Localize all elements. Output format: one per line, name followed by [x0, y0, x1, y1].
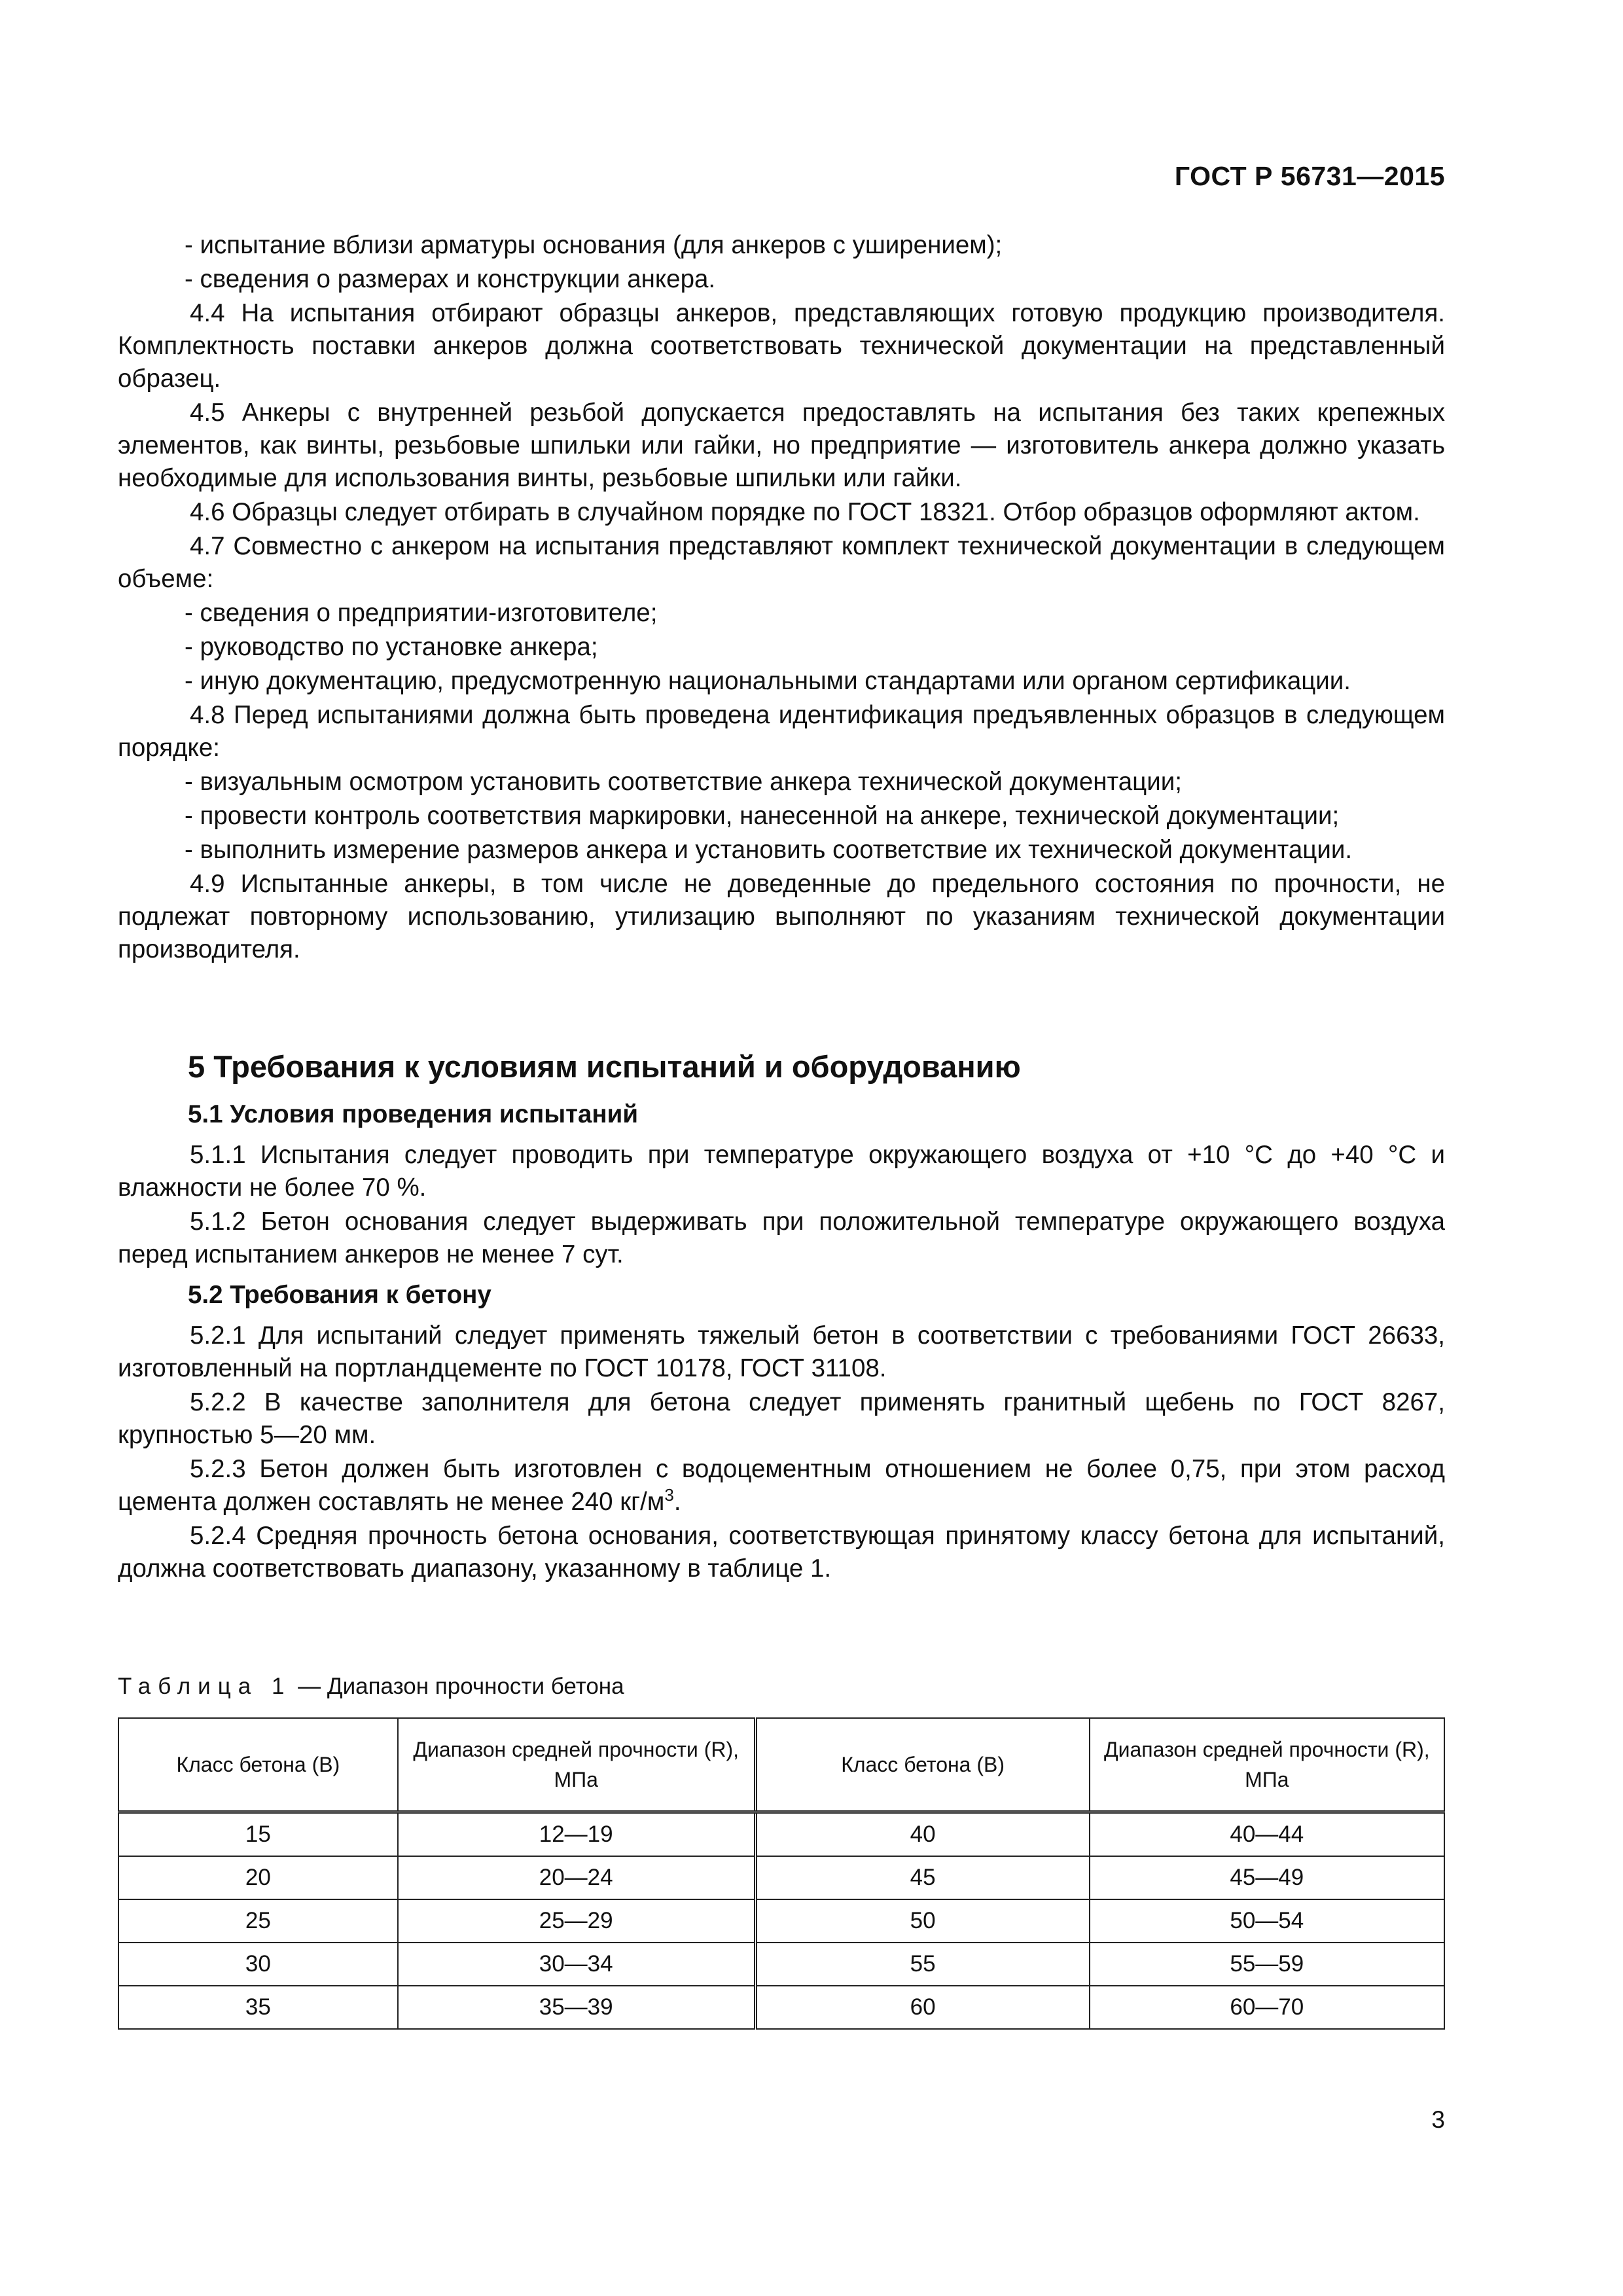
subsection-5-1-heading: 5.1 Условия проведения испытаний — [188, 1100, 638, 1128]
table-row — [118, 1986, 1444, 2029]
table-cell: 55—59 — [1090, 1943, 1444, 1986]
table-cell: 20 — [118, 1856, 398, 1899]
paragraph-5-1-1: 5.1.1 Испытания следует проводить при температуре окружающего воздуха от +10 °С до +40 °С и влажности не более 70 %. — [118, 1141, 1445, 1202]
table-cell: 50—54 — [1090, 1899, 1444, 1943]
table-cell: 60 — [755, 1986, 1089, 2029]
paragraph: 4.4 На испытания отбирают образцы анкеров, представляющих готовую продукцию производителя. Комплектность поставки анкеров должна соответствовать технической документации на представленный образец. — [118, 299, 1445, 393]
table-cell: 30—34 — [398, 1943, 755, 1986]
table-header-cell: Диапазон средней прочности (R), МПа — [1090, 1718, 1444, 1812]
list-item: - руководство по установке анкера; — [185, 633, 598, 661]
paragraph: 4.7 Совместно с анкером на испытания представляют комплект технической документации в следующем объеме: — [118, 532, 1445, 593]
list-item: - сведения о предприятии-изготовителе; — [185, 599, 658, 627]
list-item: - иную документацию, предусмотренную национальными стандартами или органом сертификации. — [185, 667, 1351, 695]
table-cell: 15 — [118, 1812, 398, 1857]
table-cell: 60—70 — [1090, 1986, 1444, 2029]
table-cell: 20—24 — [398, 1856, 755, 1899]
table-header-cell: Класс бетона (В) — [118, 1718, 398, 1812]
list-item: - визуальным осмотром установить соответствие анкера технической документации; — [185, 768, 1182, 796]
table-row — [118, 1856, 1444, 1899]
list-item: - провести контроль соответствия маркировки, нанесенной на анкере, технической документации; — [185, 802, 1340, 830]
paragraph-5-2-3-text: 5.2.3 Бетон должен быть изготовлен с водоцементным отношением не более 0,75, при этом расход цемента должен составлять не менее 240 кг/м — [118, 1455, 1445, 1516]
table-header-cell: Класс бетона (В) — [755, 1718, 1089, 1812]
table-header-row — [118, 1718, 1444, 1812]
list-item: - выполнить измерение размеров анкера и установить соответствие их технической документации. — [185, 836, 1353, 864]
paragraph-5-1-2: 5.1.2 Бетон основания следует выдерживать при положительной температуре окружающего воздуха перед испытанием анкеров не менее 7 сут. — [118, 1208, 1445, 1268]
table-caption-text: — Диапазон прочности бетона — [291, 1674, 624, 1699]
paragraph: 4.5 Анкеры с внутренней резьбой допускается предоставлять на испытания без таких крепежных элементов, как винты, резьбовые шпильки или гайки, но предприятие — изготовитель анкера должно указать необходимые для использования винты, резьбовые шпильки или гайки. — [118, 399, 1445, 492]
section-4-paragraphs — [118, 229, 1445, 966]
table-cell: 40 — [755, 1812, 1089, 1857]
table-cell: 45 — [755, 1856, 1089, 1899]
table-cell: 35—39 — [398, 1986, 755, 2029]
list-item: - сведения о размерах и конструкции анкера. — [185, 265, 716, 293]
table-cell: 12—19 — [398, 1812, 755, 1857]
table-cell: 50 — [755, 1899, 1089, 1943]
table-body — [118, 1812, 1444, 2030]
table-caption — [118, 1672, 624, 1701]
subsection-5-2-heading: 5.2 Требования к бетону — [188, 1281, 491, 1309]
paragraph: 4.9 Испытанные анкеры, в том числе не доведенные до предельного состояния по прочности, не подлежат повторному использованию, утилизацию выполняют по указаниям технической документации производителя. — [118, 870, 1445, 963]
superscript-3: 3 — [664, 1485, 674, 1505]
document-code: ГОСТ Р 56731—2015 — [1174, 161, 1445, 191]
table-cell: 30 — [118, 1943, 398, 1986]
table-cell: 25 — [118, 1899, 398, 1943]
section-5-heading: 5 Требования к условиям испытаний и оборудованию — [188, 1049, 1021, 1084]
page-number: 3 — [1431, 2106, 1445, 2133]
paragraph-5-2-3-end: . — [673, 1488, 681, 1516]
table-cell: 35 — [118, 1986, 398, 2029]
table-caption-label: Таблица 1 — [118, 1674, 292, 1699]
paragraph-5-2-4: 5.2.4 Средняя прочность бетона основания, соответствующая принятому классу бетона для испытаний, должна соответствовать диапазону, указанному в таблице 1. — [118, 1522, 1445, 1583]
paragraph: 4.6 Образцы следует отбирать в случайном порядке по ГОСТ 18321. Отбор образцов оформляют актом. — [190, 498, 1420, 526]
table-header-cell: Диапазон средней прочности (R), МПа — [398, 1718, 755, 1812]
table-row — [118, 1899, 1444, 1943]
document-body — [118, 229, 1445, 1587]
table-cell: 40—44 — [1090, 1812, 1444, 1857]
paragraph-5-2-1: 5.2.1 Для испытаний следует применять тяжелый бетон в соответствии с требованиями ГОСТ 26633, изготовленный на портландцементе по ГОСТ 10178, ГОСТ 31108. — [118, 1321, 1445, 1382]
table-cell: 55 — [755, 1943, 1089, 1986]
paragraph-5-2-2: 5.2.2 В качестве заполнителя для бетона следует применять гранитный щебень по ГОСТ 8267, крупностью 5—20 мм. — [118, 1388, 1445, 1449]
table-cell: 45—49 — [1090, 1856, 1444, 1899]
table-row — [118, 1812, 1444, 1857]
table-row — [118, 1943, 1444, 1986]
paragraph: 4.8 Перед испытаниями должна быть проведена идентификация предъявленных образцов в следующем порядке: — [118, 701, 1445, 762]
list-item: - испытание вблизи арматуры основания (для анкеров с уширением); — [185, 231, 1003, 259]
paragraph-5-2-3 — [118, 1453, 1445, 1518]
table-cell: 25—29 — [398, 1899, 755, 1943]
concrete-strength-table — [118, 1717, 1445, 2030]
